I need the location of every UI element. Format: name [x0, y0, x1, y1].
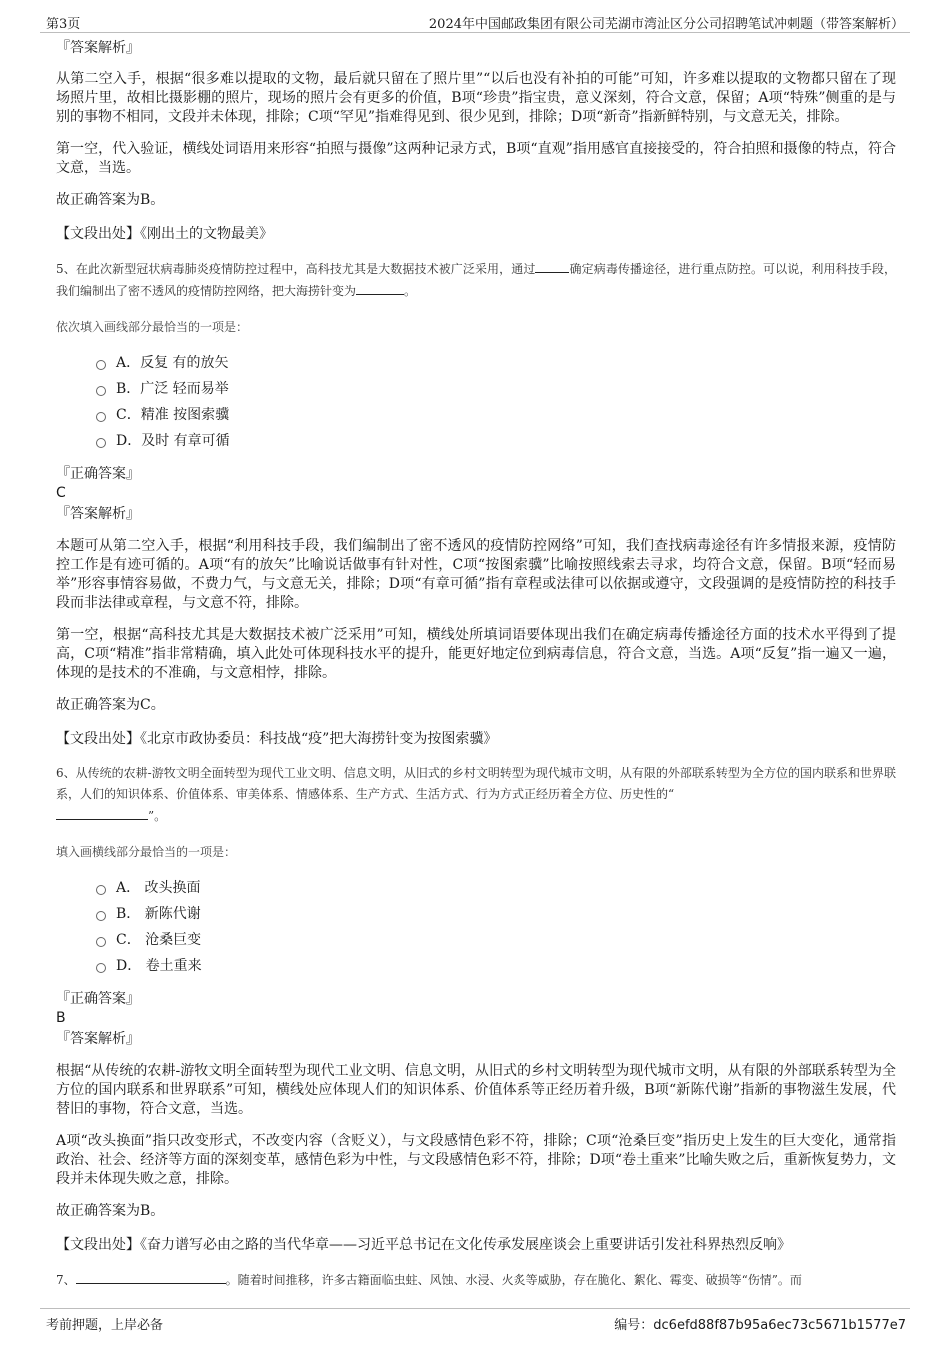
radio-icon[interactable] [96, 911, 106, 921]
fill-blank [56, 805, 148, 820]
analysis-paragraph: 本题可从第二空入手，根据“利用科技手段，我们编制出了密不透风的疫情防控网络”可知，我们查找病毒途径有许多情报来源，疫情防控工作是有迹可循的。A项“有的放矢”比喻说话做事有针对性，C项“按图索骥”比喻按照线索去寻求，均符合文意，保留。B项“轻而易举”形容事情容易做，不费力气，与文意无关，排除；D项“有章可循”指有章程或法律可以依据或遵守，文段强调的是疫情防控的科技手段而非法律或章程，与文意不符，排除。 [56, 538, 896, 611]
option-a[interactable]: A． 改头换面 [96, 875, 896, 901]
option-b[interactable]: B． 新陈代谢 [96, 901, 896, 927]
question-text: 7、 。随着时间推移，许多古籍面临虫蛀、风蚀、水浸、火炙等威胁，存在脆化、絮化、霉变、破损等“伤情”。而 [56, 1269, 896, 1291]
radio-icon[interactable] [96, 438, 106, 448]
source-citation: 【文段出处】《奋力谱写必由之路的当代华章——习近平总书记在文化传承发展座谈会上重要讲话引发社科界热烈反响》 [56, 1237, 791, 1253]
correct-answer: C [56, 485, 66, 501]
question-text: 5、在此次新型冠状病毒肺炎疫情防控过程中，高科技尤其是大数据技术被广泛采用，通过 确定病毒传播途径，进行重点防控。可以说，利用科技手段，我们编制出了密不透风的疫情防控网络，把大海捞针变为 。 [56, 258, 896, 302]
question-7 [56, 1269, 896, 1291]
option-list [96, 875, 896, 979]
correct-answer-label: 『正确答案』 [56, 466, 140, 482]
source-citation: 【文段出处】《刚出土的文物最美》 [56, 226, 273, 242]
option-c[interactable]: C．精准 按图索骥 [96, 402, 896, 428]
page-header [40, 10, 910, 33]
option-list [96, 350, 896, 454]
conclusion: 故正确答案为B。 [56, 192, 165, 208]
question-text: 6、从传统的农耕-游牧文明全面转型为现代工业文明、信息文明，从旧式的乡村文明转型为现代城市文明，从有限的外部联系转型为全方位的国内联系和世界联系，人们的知识体系、价值体系、审美体系、情感体系、生产方式、生活方式、行为方式正经历着全方位、历史性的“ ”。 [56, 766, 896, 823]
radio-icon[interactable] [96, 885, 106, 895]
analysis-label: 『答案解析』 [56, 40, 140, 56]
analysis-paragraph: 从第二空入手，根据“很多难以提取的文物，最后就只留在了照片里”“以后也没有补拍的可能”可知，许多难以提取的文物都只留在了现场照片里，故相比摄影棚的照片，现场的照片会有更多的价值，B项“珍贵”指宝贵，意义深刻，符合文意，保留；A项“特殊”侧重的是与别的事物不相同，文段并未体现，排除；C项“罕见”指难得见到、很少见到，排除；D项“新奇”指新鲜特别，与文意无关，排除。 [56, 71, 896, 125]
conclusion: 故正确答案为C。 [56, 697, 165, 713]
analysis-paragraph: 根据“从传统的农耕-游牧文明全面转型为现代工业文明、信息文明，从旧式的乡村文明转型为现代城市文明，从有限的外部联系转型为全方位的国内联系和世界联系”可知，横线处应体现人们的知识体系、价值体系等正经历着升级，B项“新陈代谢”指新的事物滋生发展，代替旧的事物，符合文意，当选。 [56, 1063, 896, 1117]
page-footer [40, 1308, 910, 1333]
fill-blank [356, 280, 404, 295]
question-4-analysis [56, 38, 896, 244]
question-6 [56, 763, 896, 1255]
correct-answer-label: 『正确答案』 [56, 991, 140, 1007]
fill-blank [535, 258, 569, 273]
fill-blank [76, 1269, 226, 1284]
radio-icon[interactable] [96, 412, 106, 422]
conclusion: 故正确答案为B。 [56, 1203, 165, 1219]
analysis-paragraph: A项“改头换面”指只改变形式，不改变内容（含贬义），与文段感情色彩不符，排除；C项“沧桑巨变”指历史上发生的巨大变化，通常指政治、社会、经济等方面的深刻变革，感情色彩为中性，与文段感情色彩不符，排除；D项“卷土重来”比喻失败之后，重新恢复势力，文段并未体现失败之意，排除。 [56, 1133, 896, 1187]
footer-slogan: 考前押题，上岸必备 [46, 1318, 164, 1333]
document-body [56, 38, 896, 1291]
option-d[interactable]: D．及时 有章可循 [96, 428, 896, 454]
question-prompt: 依次填入画线部分最恰当的一项是： [56, 320, 249, 334]
source-citation: 【文段出处】《北京市政协委员：科技战“疫”把大海捞针变为按图索骥》 [56, 731, 498, 747]
option-a[interactable]: A．反复 有的放矢 [96, 350, 896, 376]
document-title: 2024年中国邮政集团有限公司芜湖市湾沚区分公司招聘笔试冲刺题（带答案解析） [428, 17, 904, 32]
radio-icon[interactable] [96, 360, 106, 370]
question-5 [56, 258, 896, 749]
correct-answer: B [56, 1010, 66, 1026]
page-number: 第3页 [46, 17, 81, 32]
analysis-paragraph: 第一空，代入验证，横线处词语用来形容“拍照与摄像”这两种记录方式，B项“直观”指用感官直接接受的，符合拍照和摄像的特点，符合文意，当选。 [56, 141, 896, 176]
analysis-label: 『答案解析』 [56, 506, 140, 522]
analysis-paragraph: 第一空，根据“高科技尤其是大数据技术被广泛采用”可知，横线处所填词语要体现出我们在确定病毒传播途径方面的技术水平得到了提高，C项“精准”指非常精确，填入此处可体现科技水平的提升，能更好地定位到病毒信息，符合文意，当选。A项“反复”指一遍又一遍，体现的是技术的不准确，与文意相悖，排除。 [56, 627, 896, 681]
radio-icon[interactable] [96, 963, 106, 973]
document-code: 编号：dc6efd88f87b95a6ec73c5671b1577e7 [614, 1318, 906, 1333]
option-c[interactable]: C． 沧桑巨变 [96, 927, 896, 953]
option-d[interactable]: D． 卷土重来 [96, 953, 896, 979]
radio-icon[interactable] [96, 386, 106, 396]
option-b[interactable]: B．广泛 轻而易举 [96, 376, 896, 402]
question-prompt: 填入画横线部分最恰当的一项是： [56, 845, 237, 859]
analysis-label: 『答案解析』 [56, 1031, 140, 1047]
radio-icon[interactable] [96, 937, 106, 947]
